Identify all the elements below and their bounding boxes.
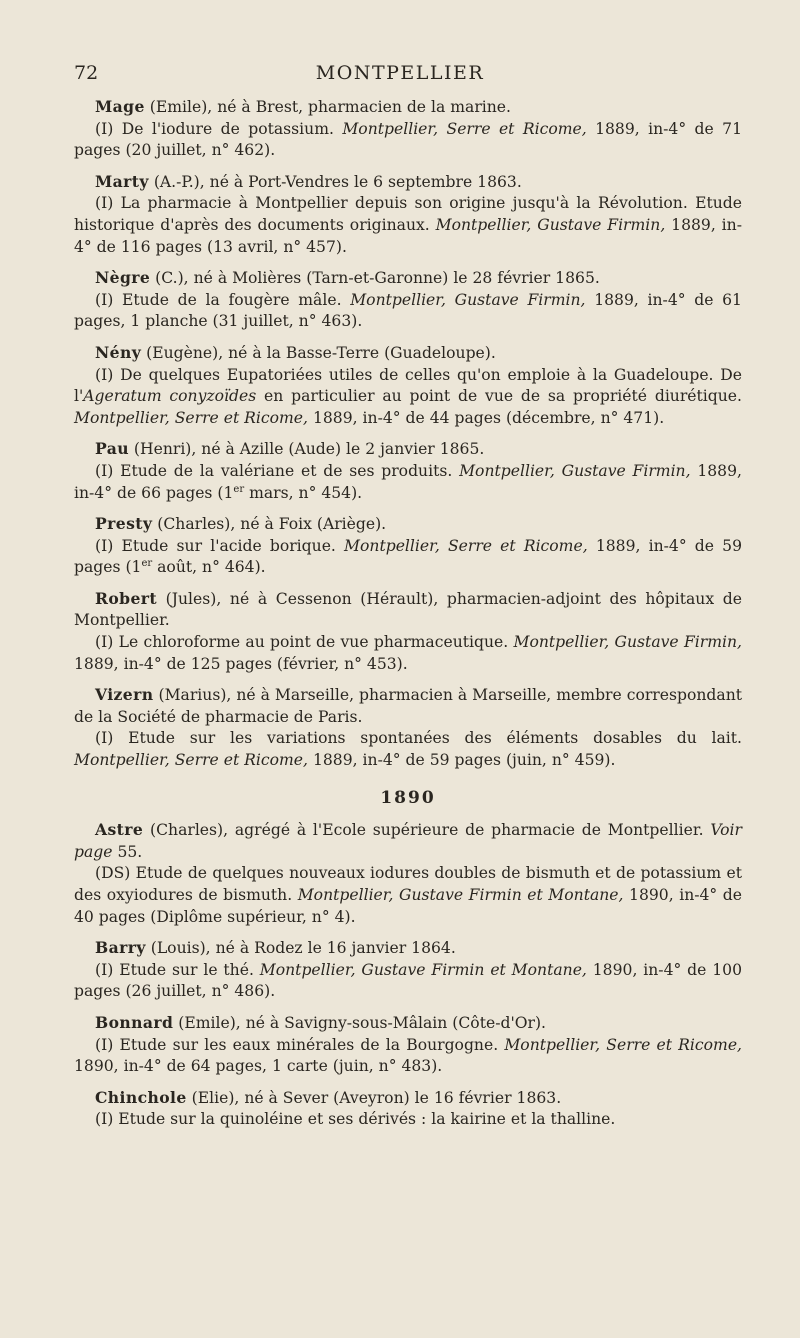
work-title: (I) Etude de la valériane et de ses produits. — [95, 461, 460, 480]
work-details: 1890, in-4° de 40 pages (Diplôme supérieur, n° 4). — [74, 886, 742, 926]
page-content — [74, 96, 742, 1140]
work-publisher: Montpellier, Serre et Ricome, — [504, 1035, 743, 1054]
running-title: MONTPELLIER — [315, 62, 485, 84]
entry-bonnard — [74, 1012, 742, 1078]
work-details: 1889, in-4° de 125 pages (février, n° 453). — [74, 654, 408, 673]
entry-robert — [74, 588, 742, 675]
work-title: (I) La pharmacie à Montpellier depuis son origine jusqu'à la Révolution. Etude historique d'après des documents originaux. — [74, 194, 742, 234]
work-title: (I) Etude sur l'acide borique. — [95, 536, 345, 555]
work-title: (DS) Etude de quelques nouveaux iodures doubles de bismuth et de potassium et des oxyiodures de bismuth. — [74, 864, 742, 904]
entry-astre — [74, 819, 742, 928]
work-details-end: août, n° 464). — [152, 558, 266, 577]
entry-bio: (Henri), né à Azille (Aude) le 2 janvier 1865. — [128, 440, 485, 459]
work-details: 1889, in-4° de 66 pages (1 — [74, 461, 742, 502]
work-title: (I) Etude de la fougère mâle. — [95, 290, 351, 309]
entry-name: Bonnard — [95, 1012, 174, 1032]
work-species: Ageratum conyzoïdes — [83, 387, 257, 406]
work-details-end: mars, n° 454). — [244, 483, 363, 502]
entry-name: Astre — [95, 820, 144, 840]
entry-bio: (Charles), agrégé à l'Ecole supérieure de pharmacie de Montpellier. — [143, 821, 711, 840]
work-title: (I) Etude sur les eaux minérales de la Bourgogne. — [95, 1035, 505, 1054]
work-details: 1889, in-4° de 59 pages (juin, n° 459). — [308, 751, 616, 770]
ordinal-sup: er — [233, 483, 245, 495]
work-publisher: Montpellier, Serre et Ricome, — [74, 408, 308, 427]
ordinal-sup: er — [141, 558, 153, 570]
entry-presty — [74, 513, 742, 579]
work-publisher: Montpellier, Gustave Firmin, — [435, 215, 666, 234]
work-publisher: Montpellier, Serre et Ricome, — [74, 751, 308, 770]
entry-bio: (Jules), né à Cessenon (Hérault), pharmacien-adjoint des hôpitaux de Montpellier. — [74, 589, 742, 630]
work-details: 1889, in-4° de 61 pages, 1 planche (31 juillet, n° 463). — [74, 290, 742, 331]
work-details: 1889, in-4° de 44 pages (décembre, n° 471). — [308, 408, 665, 427]
entry-bio-end: 55. — [112, 842, 143, 861]
entry-name: Mage — [95, 97, 145, 116]
work-publisher: Montpellier, Gustave Firmin, — [350, 290, 586, 309]
entry-bio: (Louis), né à Rodez le 16 janvier 1864. — [145, 939, 456, 958]
entry-bio: (Emile), né à Savigny-sous-Mâlain (Côte-d'Or). — [173, 1013, 547, 1032]
entry-name: Barry — [95, 938, 146, 958]
entry-marty — [74, 171, 742, 258]
work-publisher: Montpellier, Gustave Firmin, — [513, 633, 742, 652]
entry-name: Presty — [95, 514, 153, 534]
entry-bio-ref: Voir page — [74, 821, 742, 861]
work-details: 1889, in-4° de 59 pages (1 — [74, 536, 742, 577]
entry-bio: (Emile), né à Brest, pharmacien de la marine. — [144, 98, 511, 116]
work-title: (I) De l'iodure de potassium. — [95, 119, 343, 138]
work-details: 1889, in-4° de 116 pages (13 avril, n° 457). — [74, 215, 742, 256]
entry-bio: (Marius), né à Marseille, pharmacien à Marseille, membre correspondant de la Société de pharmacie de Paris. — [74, 686, 742, 726]
entry-bio: (Elie), né à Sever (Aveyron) le 16 février 1863. — [186, 1088, 562, 1107]
entry-bio: (A.-P.), né à Port-Vendres le 6 septembre 1863. — [148, 172, 522, 191]
work-title: (I) Le chloroforme au point de vue pharmaceutique. — [95, 633, 514, 652]
page-number: 72 — [74, 62, 99, 84]
entry-vizern — [74, 684, 742, 771]
entry-mage — [74, 96, 742, 162]
entry-chinchole — [74, 1087, 742, 1131]
entry-name: Pau — [95, 439, 129, 459]
work-publisher: Montpellier, Gustave Firmin et Montane, — [297, 886, 624, 904]
entry-name: Robert — [95, 588, 158, 608]
entry-bio: (Eugène), né à la Basse-Terre (Guadeloupe). — [141, 343, 496, 362]
page-header — [0, 50, 800, 90]
entry-pau — [74, 438, 742, 504]
work-title: (I) Etude sur le thé. — [95, 960, 260, 979]
year-heading: 1890 — [380, 787, 436, 808]
entry-neny — [74, 342, 742, 429]
entry-bio: (Charles), né à Foix (Ariège). — [152, 515, 387, 534]
entry-name: Nègre — [95, 268, 151, 288]
work-details: 1890, in-4° de 100 pages (26 juillet, n° 486). — [74, 960, 742, 1001]
entry-name: Nény — [95, 342, 142, 362]
entry-barry — [74, 937, 742, 1003]
work-details: 1889, in-4° de 71 pages (20 juillet, n° 462). — [74, 119, 743, 160]
work-title: (I) De quelques Eupatoriées utiles de celles qu'on emploie à la Guadeloupe. De l' — [74, 365, 742, 406]
work-title: (I) Etude sur la quinoléine et ses dérivés : la kairine et la thalline. — [95, 1110, 616, 1129]
work-publisher: Montpellier, Gustave Firmin, — [459, 461, 691, 480]
entry-bio: (C.), né à Molières (Tarn-et-Garonne) le 28 février 1865. — [150, 269, 600, 288]
entry-name: Marty — [95, 171, 149, 191]
entry-name: Vizern — [95, 685, 154, 705]
work-publisher: Montpellier, Serre et Ricome, — [342, 119, 587, 138]
work-title: (I) Etude sur les variations spontanées des éléments dosables du lait. — [95, 729, 742, 748]
entry-name: Chinchole — [95, 1087, 187, 1107]
work-publisher: Montpellier, Gustave Firmin et Montane, — [259, 960, 587, 979]
work-publisher: Montpellier, Serre et Ricome, — [344, 536, 588, 555]
work-title-cont: en particulier au point de vue de sa propriété diurétique. — [256, 387, 742, 406]
entry-negre — [74, 267, 742, 333]
work-details: 1890, in-4° de 64 pages, 1 carte (juin, n° 483). — [74, 1057, 443, 1076]
